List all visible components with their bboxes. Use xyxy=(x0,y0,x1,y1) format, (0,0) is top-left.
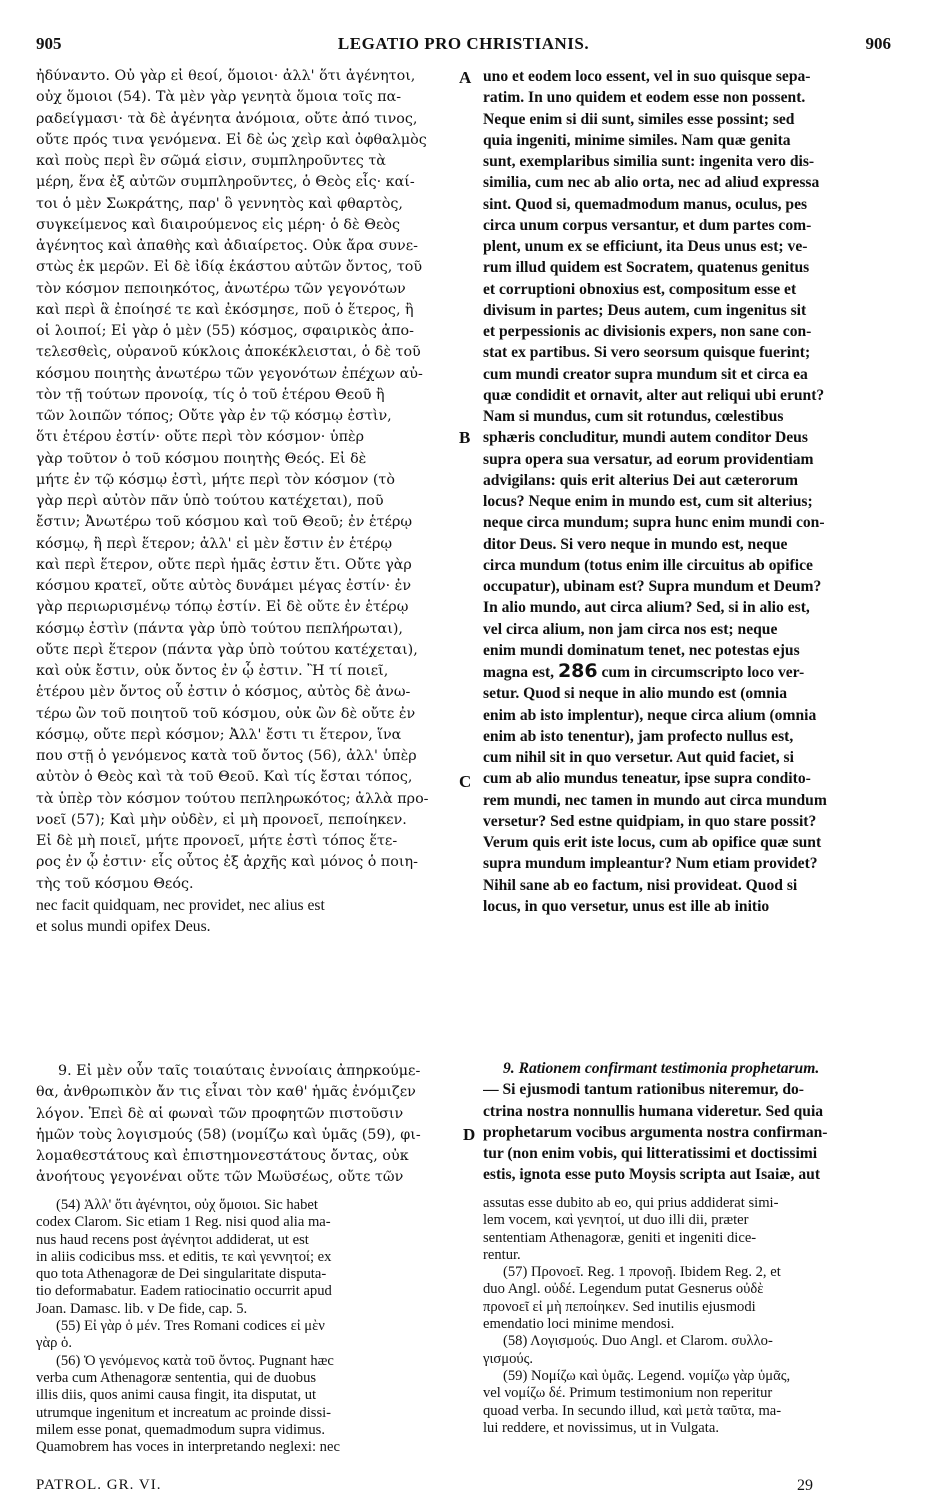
column-number: 286 xyxy=(557,661,598,682)
footnotes-left xyxy=(36,1197,459,1456)
latin-line: similia, cum nec ab alio orta, nec ad aliud expressa xyxy=(483,174,820,192)
running-title: LEGATIO PRO CHRISTIANIS. xyxy=(337,34,590,53)
latin-line: rem mundi, nec tamen in mundo aut circa mundum xyxy=(483,791,827,809)
latin-line: stat ex partibus. Si vero seorsum quisque fuerint; xyxy=(483,344,811,362)
greek-line: καὶ περὶ ἕτερον, οὔτε περὶ ἡμᾶς ἐστιν ἔτι. Οὔτε γὰρ xyxy=(36,556,412,573)
latin-line: sphæris concluditur, mundi autem conditor Deus xyxy=(483,429,808,447)
greek-line: λομαθεστάτους καὶ ἐπιστημονεστάτους ὄντας, οὐκ xyxy=(36,1148,409,1164)
latin-line: estis, ignota esse puto Moysis scripta aut Isaiæ, aut xyxy=(483,1166,821,1184)
footnote-line: quoad verba. In secundo illud, καὶ μετὰ ταῦτα, ma- xyxy=(483,1402,782,1419)
latin-line: Neque enim si dii sunt, similes esse possint; sed xyxy=(483,110,795,128)
footnote-line: assutas esse dubito ab eo, qui prius addiderat simi- xyxy=(483,1195,779,1211)
footnote-line: γισμούς. xyxy=(483,1350,534,1367)
greek-line: οὐχ ὅμοιοι (54). Τὰ μὲν γὰρ γενητὰ ὅμοια τοῖς πα- xyxy=(36,89,402,106)
greek-line: τὸν τῇ τούτων προνοίᾳ, τίς ὁ τοῦ ἑτέρου Θεοῦ ἢ xyxy=(36,386,385,403)
section-marker-c: C xyxy=(459,772,472,791)
greek-line: στὼς ἐκ μερῶν. Εἰ δὲ ἰδίᾳ ἑκάστου αὐτῶν ὄντος, τοῦ xyxy=(36,259,423,276)
greek-line: 9. Εἰ μὲν οὖν ταῖς τοιαύταις ἐννοίαις ἀπηρκούμε- xyxy=(58,1063,421,1079)
greek-line: ραδείγμασι· τὰ δὲ ἀγένητα ἀνόμοια, οὔτε ἀπό τινος, xyxy=(36,110,418,127)
latin-line: sint. Quod si, quemadmodum manus, oculus, pes xyxy=(483,195,808,213)
footnote-line: Quamobrem has voces in interpretando neglexi: nec xyxy=(36,1439,340,1456)
latin-line: supra mundum impleantur? Num etiam providet? xyxy=(483,855,818,873)
latin-continuation-line: et solus mundi opifex Deus. xyxy=(36,918,211,935)
greek-line: μήτε ἐν τῷ κόσμῳ ἐστὶ, μήτε περὶ τὸν κόσμον (τὸ xyxy=(36,471,395,488)
page-number-left: 905 xyxy=(36,34,62,53)
footnote-line: (59) Νομίζω καὶ ὑμᾶς. Legend. νομίζω γὰρ ὑμᾶς, xyxy=(503,1367,791,1384)
footnote-line: vel νομίζω δέ. Primum testimonium non reperitur xyxy=(483,1385,773,1402)
footnote-line: γὰρ ὁ. xyxy=(36,1335,72,1352)
greek-line: οἱ λοιποί; Εἰ γὰρ ὁ μὲν (55) κόσμος, σφαιρικὸς ἀπο- xyxy=(36,323,414,339)
footnote-line: (54) Ἀλλ' ὅτι ἀγένητοι, οὐχ ὅμοιοι. Sic habet xyxy=(56,1197,318,1213)
latin-line: prophetarum vocibus argumenta nostra confirman- xyxy=(483,1123,828,1141)
greek-line: θα, ἀνθρωπικὸν ἄν τις εἶναι τὸν καθ' ἡμᾶς ἐνόμιζεν xyxy=(36,1084,416,1101)
greek-line: ἔστιν; Ἀνωτέρω τοῦ κόσμου καὶ τοῦ Θεοῦ; ἐν ἑτέρῳ xyxy=(36,514,413,531)
latin-line xyxy=(483,661,893,683)
latin-line: Nam si mundus, cum sit rotundus, cœlestibus xyxy=(483,408,784,425)
greek-line: τέρω ὢν τοῦ ποιητοῦ τοῦ κόσμου, οὐκ ὢν δὲ οὔτε ἐν xyxy=(36,705,416,722)
footnote-line: (57) Προνοεῖ. Reg. 1 προνοῇ. Ibidem Reg. 2, et xyxy=(503,1264,781,1281)
latin-line: In alio mundo, aut circa alium? Sed, si in alio est, xyxy=(483,599,810,617)
greek-line: ρος ἐν ᾧ ἐστιν· εἷς οὗτος ἐξ ἀρχῆς καὶ μόνος ὁ ποιη- xyxy=(36,854,418,871)
greek-line: ἀγένητος καὶ ἀπαθὴς καὶ ἀδιαίρετος. Οὐκ ἄρα συνε- xyxy=(36,238,418,254)
greek-line: αὐτὸν ὁ Θεὸς καὶ τὰ τοῦ Θεοῦ. Καὶ τίς ἔσται τόπος, xyxy=(36,769,413,786)
section-marker-a: A xyxy=(459,68,472,87)
latin-line: divisum in partes; Deus autem, cum ingenitus sit xyxy=(483,301,807,319)
greek-line: τὰ ὑπὲρ τὸν κόσμον τούτου πεπληρωκότος; ἀλλὰ προ- xyxy=(36,790,429,807)
footnote-line: milem esse ponat, quemadmodum supra vidimus. xyxy=(36,1421,325,1438)
footnote-line: in aliis codicibus mss. et editis, τε καὶ γεννητοί; ex xyxy=(36,1248,332,1265)
footnote-line: (56) Ὁ γενόμενος κατὰ τοῦ ὄντος. Pugnant hæc xyxy=(56,1352,334,1369)
footnote-line: lui reddere, et novissimus, ut in Vulgata. xyxy=(483,1419,719,1436)
latin-line: advigilans: quis erit alterius Dei aut cæterorum xyxy=(483,471,799,489)
greek-line: καὶ περὶ ἃ ἐποίησέ τε καὶ ἐκόσμησε, ποῦ ὁ ἕτερος, ἢ xyxy=(36,301,414,318)
greek-line: που στῇ ὁ γενόμενος κατὰ τοῦ ὄντος (56), ἀλλ' ὑπὲρ xyxy=(36,748,417,764)
greek-line: γὰρ τοῦτον ὁ τοῦ κόσμου ποιητὴς Θεός. Εἰ δὲ xyxy=(36,450,367,467)
greek-line: Εἰ δὲ μὴ ποιεῖ, μήτε προνοεῖ, μήτε ἐστὶ τόπος ἕτε- xyxy=(36,833,398,849)
greek-line: κόσμῳ ἐστὶν (πάντα γὰρ ὑπὸ τούτου πεπλήρωται), xyxy=(36,620,403,637)
latin-line: ditor Deus. Si vero neque in mundo est, neque xyxy=(483,535,788,553)
latin-line: vel circa alium, non jam circa nos est; neque xyxy=(483,620,778,638)
latin-section-9 xyxy=(483,1058,893,1186)
latin-line: uno et eodem loco essent, vel in suo quisque sepa- xyxy=(483,68,811,85)
latin-line: rum illud quidem est Socratem, quatenus genitus xyxy=(483,259,810,277)
latin-line: circa unum corpus versantur, et dum partes com- xyxy=(483,216,812,234)
latin-line: cum ab alio mundus teneatur, ipse supra condito- xyxy=(483,770,811,788)
latin-line: enim mundi dominatum tenet, nec potestas ejus xyxy=(483,641,800,659)
latin-line: cum mundi creator supra mundum sit et circa ea xyxy=(483,365,808,383)
footnote-line: verba cum Athenagoræ sententia, qui de duobus xyxy=(36,1369,317,1386)
latin-line: plent, unum ex se efficiunt, ita Deus unus est; ve- xyxy=(483,238,808,255)
footnote-line: codex Clarom. Sic etiam 1 Reg. nisi quod alia ma- xyxy=(36,1214,331,1231)
greek-line: κόσμῳ, ἢ περὶ ἕτερον; ἀλλ' εἰ μὲν ἔστιν ἐν ἑτέρῳ xyxy=(36,535,393,552)
latin-line: tur (non enim vobis, qui litteratissimi et doctissimi xyxy=(483,1145,818,1162)
greek-line: λόγον. Ἐπεὶ δὲ αἱ φωναὶ τῶν προφητῶν πιστοῦσιν xyxy=(36,1105,404,1122)
greek-line: τελεσθεὶς, οὐρανοῦ κύκλοις ἀποκέκλεισται, ὁ δὲ τοῦ xyxy=(36,344,421,361)
section-marker-d: D xyxy=(463,1125,476,1144)
latin-line: neque circa mundum; supra hunc enim mundi con- xyxy=(483,514,825,532)
latin-line: supra opera sua versatur, ad eorum providentiam xyxy=(483,450,814,468)
footnote-line: quo tota Athenagoræ de Dei singularitate disputa- xyxy=(36,1266,327,1283)
latin-line: enim ab isto implentur), neque circa alium (omnia xyxy=(483,706,817,724)
footnote-line: sententiam Athenagoræ, geniti et ingeniti dice- xyxy=(483,1229,757,1246)
greek-line: νοεῖ (57); Καὶ μὴν οὐδὲν, εἰ μὴ προνοεῖ, πεποίηκεν. xyxy=(36,811,407,828)
footnote-line: nus haud recens post ἀγένητοι addiderat, ut est xyxy=(36,1231,309,1248)
greek-line: ἑτέρου μὲν ὄντος οὗ ἐστιν ὁ κόσμος, αὐτὸς δὲ ἀνω- xyxy=(36,684,411,701)
greek-line: καὶ οὐκ ἔστιν, οὐκ ὄντος ἐν ᾧ ἐστιν. Ἢ τί ποιεῖ, xyxy=(36,663,389,679)
greek-line: κόσμῳ, οὔτε περὶ κόσμον; Ἀλλ' ἔστι τι ἕτερον, ἵνα xyxy=(36,726,402,743)
greek-line: κόσμου ποιητὴς ἀνωτέρω τῶν γεγονότων ἐπέχων αὐ- xyxy=(36,365,423,382)
greek-line: μέρη, ἕνα ἐξ αὐτῶν συμπληροῦντες, ὁ Θεὸς εἷς· καί- xyxy=(36,174,415,191)
footnote-line: rentur. xyxy=(483,1246,521,1263)
latin-line: sunt, exemplaribus similia sunt: ingenita vero dis- xyxy=(483,153,815,170)
footnote-line: (55) Εἰ γὰρ ὁ μέν. Tres Romani codices εἰ μὲν xyxy=(56,1318,325,1335)
section-marker-b: B xyxy=(459,428,471,447)
latin-continuation-line: nec facit quidquam, nec providet, nec alius est xyxy=(36,896,325,914)
latin-text: magna est, xyxy=(483,664,555,681)
latin-line: circa mundum (totus enim ille circuitus ab opifice xyxy=(483,556,813,574)
footnote-line: illis diis, quos animi causa fingit, ita disputat, ut xyxy=(36,1387,317,1404)
section-heading: 9. Rationem confirmant testimonia prophetarum. xyxy=(503,1060,820,1077)
latin-line: locus, in quo versetur, unus est ille ab initio xyxy=(483,897,770,915)
greek-line: τὸν κόσμον πεποιηκότος, ἀνωτέρω τῶν γεγονότων xyxy=(36,280,406,297)
latin-line: — Si ejusmodi tantum rationibus niteremur, do- xyxy=(483,1081,805,1099)
greek-line: συγκείμενος καὶ διαιρούμενος εἰς μέρη· ὁ δὲ Θεὸς xyxy=(36,216,400,233)
greek-line: καὶ ποὺς περὶ ἓν σῶμά εἰσιν, συμπληροῦντες τὰ xyxy=(36,153,386,169)
latin-line: quæ condidit et ornavit, alter aut reliqui ubi erunt? xyxy=(483,386,825,404)
greek-line: ὅτι ἑτέρου ἐστίν· οὔτε περὶ τὸν κόσμον· ὑπὲρ xyxy=(36,429,365,446)
latin-line: enim ab isto tenentur), jam profecto nullus est, xyxy=(483,727,794,745)
latin-text-column xyxy=(483,66,893,917)
greek-line: οὔτε περὶ ἕτερον (πάντα γὰρ ὑπὸ τούτου κατέχεται), xyxy=(36,641,418,658)
latin-line: Verum quis erit iste locus, cum ab opifice quæ sunt xyxy=(483,834,822,851)
greek-line: κόσμου κρατεῖ, οὔτε αὐτὸς δυνάμει μέγας ἐστίν· ἐν xyxy=(36,578,412,594)
greek-text-column xyxy=(36,66,459,937)
greek-line: τὴς τοῦ κόσμου Θεός. xyxy=(36,875,194,892)
latin-line: et perpessionis ac divisionis expers, non sane con- xyxy=(483,323,812,340)
footnote-line: duo Angl. οὐδέ. Legendum putat Gesnerus οὐδὲ xyxy=(483,1281,764,1298)
latin-line: cum nihil sit in quo versetur. Aut quid faciet, si xyxy=(483,749,794,766)
latin-line: Nihil sane ab eo factum, nisi provideat. Quod si xyxy=(483,876,798,894)
greek-line: γὰρ περιωρισμένῳ τόπῳ ἐστίν. Εἰ δὲ οὔτε ἐν ἑτέρῳ xyxy=(36,599,409,616)
latin-line: et corruptioni obnoxius est, compositum esse et xyxy=(483,280,797,298)
latin-line: locus? Neque enim in mundo est, cum sit alterius; xyxy=(483,493,813,510)
footnote-line: προνοεῖ εἰ μὴ πεποίηκεν. Sed inutilis ejusmodi xyxy=(483,1298,756,1315)
greek-line: τοι ὁ μὲν Σωκράτης, παρ' ὃ γεννητὸς καὶ φθαρτὸς, xyxy=(36,195,403,212)
footnote-line: emendatio loci minime mendosi. xyxy=(483,1316,675,1333)
latin-line: quia ingeniti, minime similes. Nam quæ genita xyxy=(483,131,791,149)
latin-line: occupatur), ubinam est? Supra mundum et Deum? xyxy=(483,578,822,595)
footnotes-right xyxy=(483,1195,893,1437)
footnote-line: tio deformabatur. Eadem ratiocinatio occurrit apud xyxy=(36,1283,332,1300)
greek-section-9 xyxy=(36,1061,459,1189)
footnote-line: Joan. Damasc. lib. v De fide, cap. 5. xyxy=(36,1300,248,1317)
footnote-line: (58) Λογισμούς. Duo Angl. et Clarom. συλλο- xyxy=(503,1333,773,1350)
greek-line: γὰρ περὶ αὐτὸν πᾶν ὑπὸ τούτου κατέχεται), ποῦ xyxy=(36,493,384,509)
latin-line: ratim. In uno quidem et eodem esse non possent. xyxy=(483,89,806,107)
footer-signature-number: 29 xyxy=(797,1477,813,1494)
latin-text: cum in circumscripto loco ver- xyxy=(601,664,805,681)
greek-line: οὔτε πρός τινα γενόμενα. Εἰ δὲ ὡς χεὶρ καὶ ὀφθαλμὸς xyxy=(36,131,427,148)
footer-collection-label: PATROL. GR. VI. xyxy=(36,1477,162,1493)
greek-line: τῶν λοιπῶν τόπος; Οὔτε γὰρ ἐν τῷ κόσμῳ ἐστὶν, xyxy=(36,408,392,424)
latin-line: ctrina nostra nonnullis humana videretur. Sed quia xyxy=(483,1102,824,1120)
greek-line: ἡμῶν τοὺς λογισμούς (58) (νομίζω καὶ ὑμᾶς (59), φι- xyxy=(36,1126,421,1143)
footnote-line: lem vocem, καὶ γενητοί, ut duo illi dii, præter xyxy=(483,1212,749,1229)
footnote-line: utrumque ingenitum et increatum ac proinde dissi- xyxy=(36,1404,332,1421)
page-number-right: 906 xyxy=(865,34,891,53)
greek-line: ἀνοήτους γεγονέναι οὔτε τῶν Μωϋσέως, οὔτε τῶν xyxy=(36,1169,404,1186)
latin-line: setur. Quod si neque in alio mundo est (omnia xyxy=(483,685,787,703)
latin-line: versetur? Sed estne quidpiam, in quo stare possit? xyxy=(483,812,817,830)
page-header xyxy=(0,34,927,58)
greek-line: ἠδύναντο. Οὐ γὰρ εἰ θεοί, ὅμοιοι· ἀλλ' ὅτι ἀγένητοι, xyxy=(36,68,416,84)
